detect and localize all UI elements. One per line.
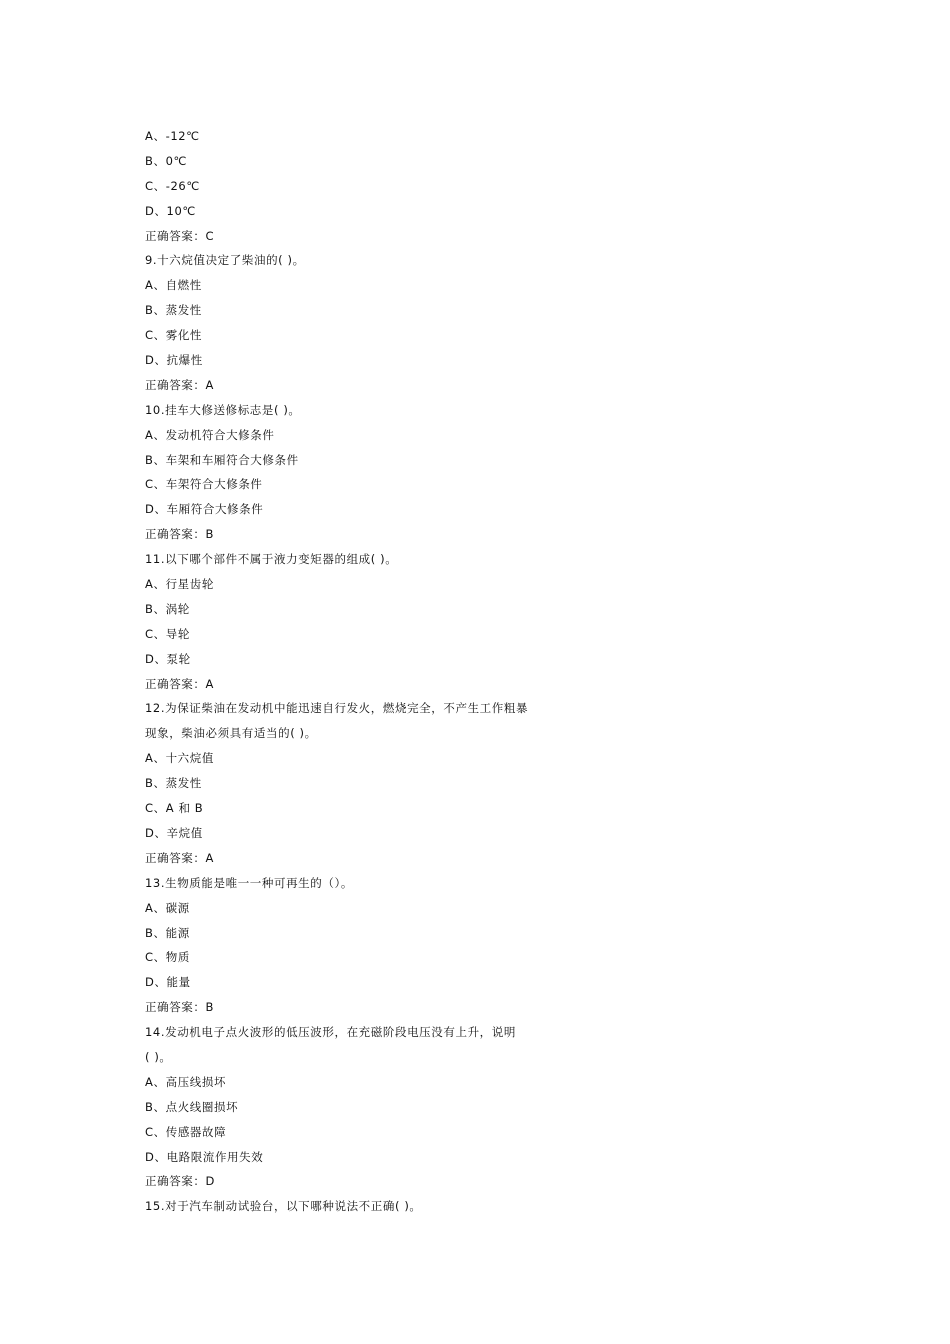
option-line: D、能量 bbox=[145, 975, 191, 990]
question-line: ( )。 bbox=[145, 1049, 172, 1064]
option-line: B、点火线圈损坏 bbox=[145, 1099, 239, 1114]
option-line: B、蒸发性 bbox=[145, 303, 202, 318]
option-line: A、-12℃ bbox=[145, 129, 200, 143]
option-line: C、传感器故障 bbox=[145, 1124, 227, 1139]
answer-line: 正确答案：A bbox=[145, 377, 214, 392]
answer-line: 正确答案：B bbox=[145, 1000, 214, 1015]
option-line: B、能源 bbox=[145, 925, 190, 940]
option-line: B、车架和车厢符合大修条件 bbox=[145, 452, 299, 467]
question-line: 9.十六烷值决定了柴油的( )。 bbox=[145, 253, 305, 268]
question-line: 13.生物质能是唯一一种可再生的（）。 bbox=[145, 875, 353, 890]
answer-line: 正确答案：A bbox=[145, 850, 214, 865]
option-line: D、电路限流作用失效 bbox=[145, 1149, 264, 1164]
question-line: 10.挂车大修送修标志是( )。 bbox=[145, 402, 301, 417]
option-line: A、自燃性 bbox=[145, 278, 202, 293]
option-line: D、车厢符合大修条件 bbox=[145, 502, 264, 517]
option-line: C、-26℃ bbox=[145, 178, 200, 193]
question-line: 15.对于汽车制动试验台，以下哪种说法不正确( )。 bbox=[145, 1199, 422, 1214]
option-line: D、辛烷值 bbox=[145, 825, 203, 840]
option-line: B、蒸发性 bbox=[145, 776, 202, 791]
option-line: B、0℃ bbox=[145, 153, 188, 168]
answer-line: 正确答案：C bbox=[145, 228, 215, 243]
document-body bbox=[145, 124, 565, 1219]
question-line: 11.以下哪个部件不属于液力变矩器的组成( )。 bbox=[145, 552, 398, 567]
answer-line: 正确答案：A bbox=[145, 676, 214, 691]
option-line: D、抗爆性 bbox=[145, 353, 203, 368]
answer-line: 正确答案：D bbox=[145, 1174, 215, 1189]
option-line: A、发动机符合大修条件 bbox=[145, 427, 275, 442]
question-line: 14.发动机电子点火波形的低压波形，在充磁阶段电压没有上升，说明 bbox=[145, 1025, 516, 1040]
option-line: C、雾化性 bbox=[145, 328, 203, 343]
option-line: C、车架符合大修条件 bbox=[145, 477, 263, 492]
option-line: B、涡轮 bbox=[145, 601, 190, 616]
option-line: D、10℃ bbox=[145, 203, 196, 218]
option-line: C、A 和 B bbox=[145, 801, 204, 816]
question-line: 现象，柴油必须具有适当的( )。 bbox=[145, 726, 317, 741]
option-line: C、物质 bbox=[145, 950, 190, 965]
option-line: C、导轮 bbox=[145, 626, 190, 641]
option-line: A、十六烷值 bbox=[145, 751, 214, 766]
option-line: A、行星齿轮 bbox=[145, 577, 214, 592]
option-line: A、碳源 bbox=[145, 900, 190, 915]
option-line: D、泵轮 bbox=[145, 651, 191, 666]
question-line: 12.为保证柴油在发动机中能迅速自行发火，燃烧完全，不产生工作粗暴 bbox=[145, 701, 529, 716]
answer-line: 正确答案：B bbox=[145, 527, 214, 542]
option-line: A、高压线损坏 bbox=[145, 1074, 227, 1089]
